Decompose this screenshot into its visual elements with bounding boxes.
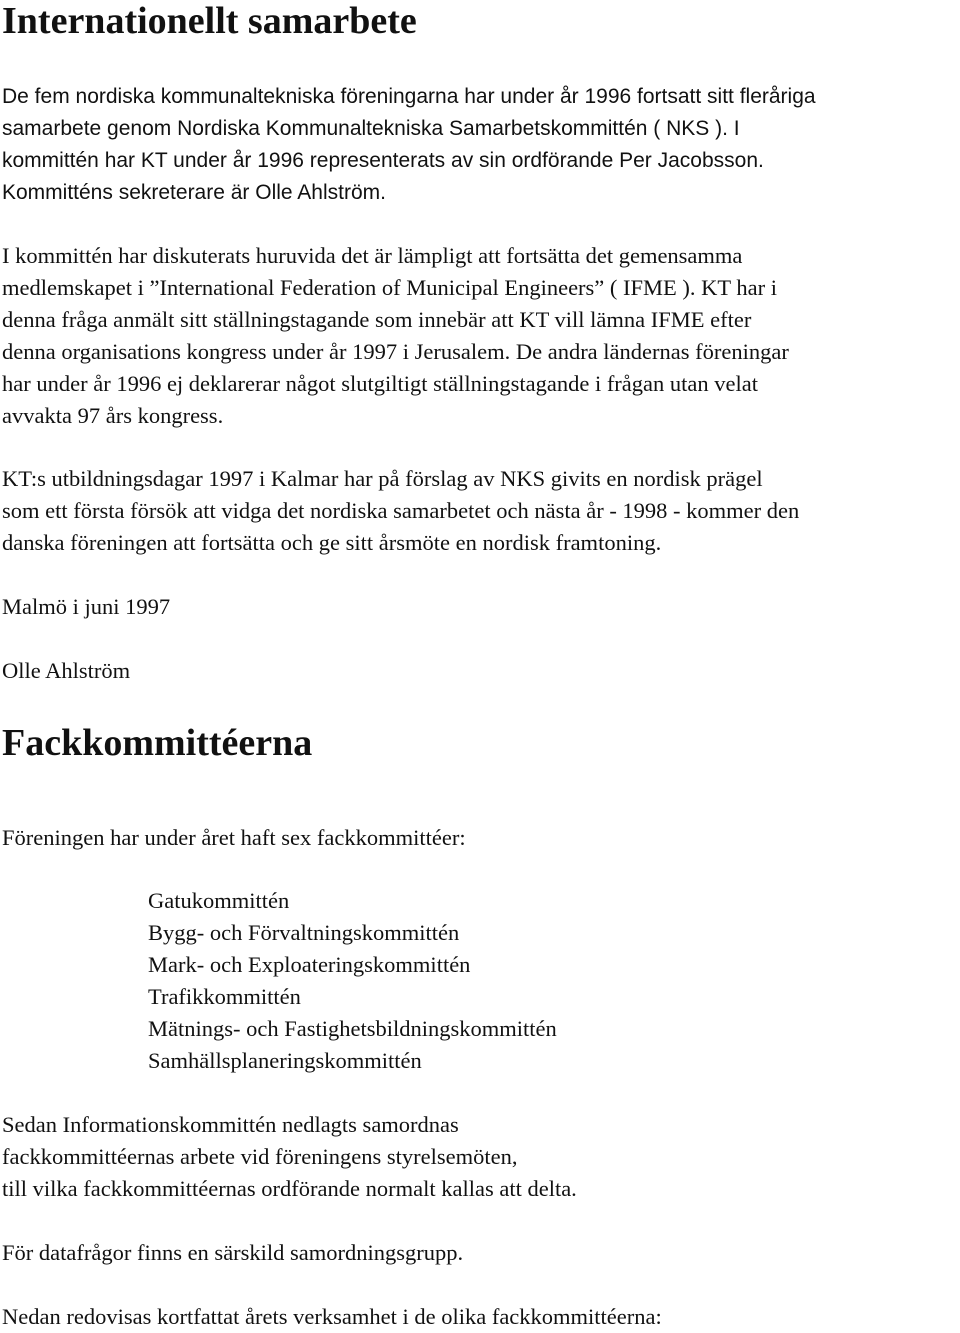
list-item: Trafikkommittén xyxy=(148,984,301,1009)
text-line: I kommittén har diskuterats huruvida det är lämpligt att fortsätta det gemensamma xyxy=(2,243,743,268)
text-line: Kommitténs sekreterare är Olle Ahlström. xyxy=(2,181,386,204)
committee-list xyxy=(148,885,557,1077)
text-line: KT:s utbildningsdagar 1997 i Kalmar har på förslag av NKS givits en nordisk prägel xyxy=(2,466,763,491)
signature-name: Olle Ahlström xyxy=(2,658,131,683)
list-item: Bygg- och Förvaltningskommittén xyxy=(148,920,460,945)
text-line: fackkommittéernas arbete vid föreningens styrelsemöten, xyxy=(2,1144,518,1169)
list-item: Samhällsplaneringskommittén xyxy=(148,1048,422,1073)
text-line: De fem nordiska kommunaltekniska föreningarna har under år 1996 fortsatt sitt fleråriga xyxy=(2,85,816,108)
paragraph-informationskommitten xyxy=(2,1109,958,1205)
text-line: som ett första försök att vidga det nordiska samarbetet och nästa år - 1998 - kommer den xyxy=(2,498,800,523)
text-line: Sedan Informationskommittén nedlagts samordnas xyxy=(2,1112,459,1137)
paragraph-intro-committees: Föreningen har under året haft sex fackkommittéer: xyxy=(2,825,466,850)
text-line: avvakta 97 års kongress. xyxy=(2,403,224,428)
place-date: Malmö i juni 1997 xyxy=(2,594,171,619)
list-item: Gatukommittén xyxy=(148,888,290,913)
list-item: Mark- och Exploateringskommittén xyxy=(148,952,471,977)
text-line: har under år 1996 ej deklarerar något slutgiltigt ställningstagande i frågan utan velat xyxy=(2,371,758,396)
paragraph-utbildningsdagar xyxy=(2,463,958,559)
text-line: danska föreningen att fortsätta och ge sitt årsmöte en nordisk framtoning. xyxy=(2,530,662,555)
paragraph-nks xyxy=(2,81,958,209)
text-line: till vilka fackkommittéernas ordförande normalt kallas att delta. xyxy=(2,1176,577,1201)
list-item: Mätnings- och Fastighetsbildningskommittén xyxy=(148,1016,557,1041)
paragraph-redovisning: Nedan redovisas kortfattat årets verksamhet i de olika fackkommittéerna: xyxy=(2,1304,662,1329)
text-line: denna organisations kongress under år 1997 i Jerusalem. De andra ländernas föreningar xyxy=(2,339,789,364)
paragraph-ifme xyxy=(2,240,958,432)
heading-internationellt-samarbete: Internationellt samarbete xyxy=(2,0,417,42)
text-line: denna fråga anmält sitt ställningstagande som innebär att KT vill lämna IFME efter xyxy=(2,307,752,332)
text-line: medlemskapet i ”International Federation of Municipal Engineers” ( IFME ). KT har i xyxy=(2,275,777,300)
paragraph-datafragor: För datafrågor finns en särskild samordningsgrupp. xyxy=(2,1240,464,1265)
text-line: kommittén har KT under år 1996 representerats av sin ordförande Per Jacobsson. xyxy=(2,149,764,172)
heading-fackkommitteerna: Fackkommittéerna xyxy=(2,722,313,764)
text-line: samarbete genom Nordiska Kommunaltekniska Samarbetskommittén ( NKS ). I xyxy=(2,117,740,140)
